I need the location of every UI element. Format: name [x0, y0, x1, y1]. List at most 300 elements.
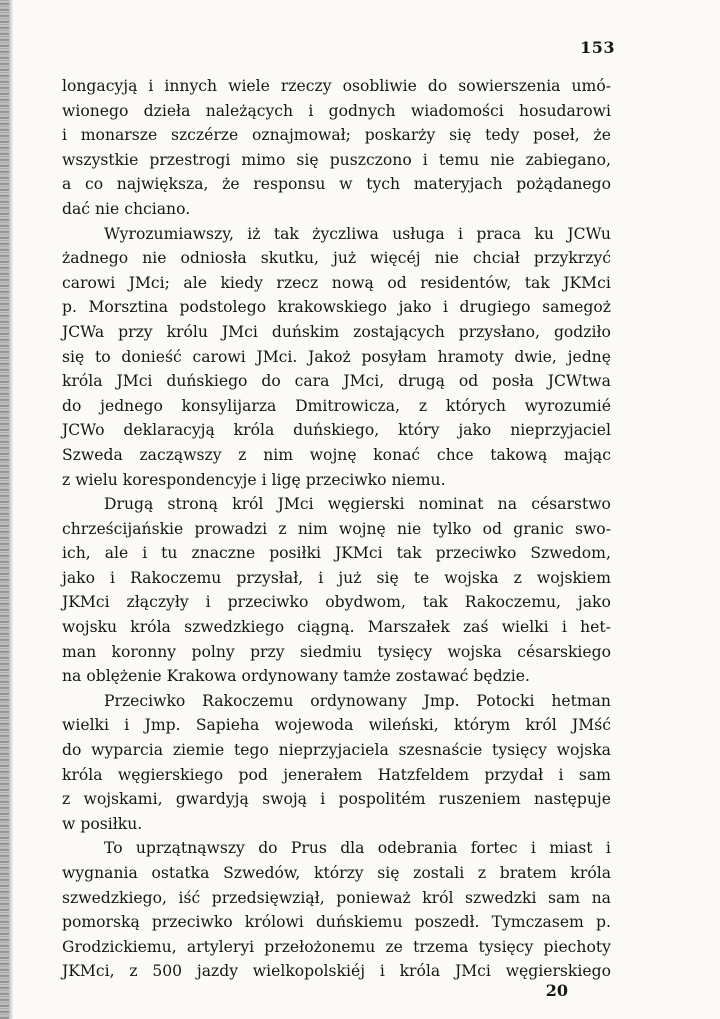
word: największa,	[116, 175, 209, 194]
word: i	[422, 150, 428, 169]
word: rzecz	[276, 273, 319, 292]
word: tych	[366, 175, 401, 194]
word: praca	[476, 224, 522, 243]
word: sam	[547, 888, 581, 907]
word: poszedł.	[414, 913, 480, 932]
word: już	[333, 249, 357, 268]
text-line	[62, 369, 611, 394]
word: chce	[436, 445, 474, 464]
word: tysięcy	[478, 937, 534, 956]
word: zacząwszy	[139, 445, 222, 464]
word: cara	[294, 372, 330, 391]
word: w	[62, 814, 76, 833]
text-line	[62, 443, 611, 468]
word: rzeczy	[280, 77, 332, 95]
word: z	[513, 568, 522, 587]
word: wiadomości	[410, 101, 504, 120]
word: przysłał,	[236, 568, 304, 587]
word: gwardyją	[175, 790, 249, 809]
word: przykrzyć	[533, 249, 611, 268]
text-line	[62, 910, 611, 935]
word: zostawać	[395, 667, 469, 686]
word: szwedzkiego,	[62, 888, 167, 907]
word: to	[94, 347, 111, 366]
word: król	[525, 716, 557, 735]
word: przestrogi	[149, 150, 231, 169]
word: usługa	[392, 224, 445, 243]
word: duńskiemu	[315, 913, 403, 932]
word: ku	[534, 224, 554, 243]
word: wielki	[501, 618, 549, 637]
word: że	[222, 175, 240, 194]
word: wiele	[228, 77, 270, 95]
word: królowi	[244, 913, 304, 932]
word: duńskiego,	[293, 421, 380, 440]
word: szwedzkiego	[184, 618, 285, 637]
word: Wyrozumiawszy,	[104, 224, 234, 243]
word: deklaracyją	[123, 421, 215, 440]
word: i	[457, 224, 463, 243]
word: tak	[524, 273, 550, 292]
word: wojska	[444, 568, 499, 587]
word: ordynowany	[241, 667, 339, 686]
word: koronny	[111, 642, 177, 661]
word: tak	[422, 593, 448, 612]
text-line	[62, 320, 611, 345]
word: godnych	[328, 101, 396, 120]
word: JKMci	[563, 273, 611, 292]
word: i	[318, 568, 324, 587]
page-number: 153	[580, 38, 615, 57]
word: polny	[191, 642, 235, 661]
word: residentów,	[420, 273, 512, 292]
word: Marszałek	[367, 618, 450, 637]
text-line	[62, 271, 611, 296]
word: chciał	[472, 249, 520, 268]
word: z	[129, 962, 138, 981]
word: duńskim	[271, 322, 340, 341]
word: który	[398, 421, 440, 440]
word: Dmitrowicza,	[295, 396, 401, 415]
word: piechoty	[543, 937, 611, 956]
word: wojewoda	[274, 716, 354, 735]
word: na	[591, 888, 611, 907]
word: JMść	[572, 716, 611, 735]
word: hramoty	[437, 347, 504, 366]
word: posiłku.	[80, 814, 143, 833]
word: należących	[205, 101, 294, 120]
word: oznajmował;	[252, 126, 351, 145]
text-line	[62, 590, 611, 615]
word: jednę	[567, 347, 611, 366]
word: wileński,	[368, 716, 439, 735]
word: Hatzfeldem	[377, 765, 470, 784]
text-line	[62, 418, 611, 443]
word: wojskami,	[83, 790, 163, 809]
word: przydał	[484, 765, 544, 784]
text-line	[62, 836, 611, 861]
word: przedsięwziął,	[211, 888, 325, 907]
word: nieprzyjaciela	[278, 741, 389, 760]
word: na	[62, 667, 82, 686]
word: ordynowany	[310, 691, 407, 710]
word: wszystkie	[62, 150, 139, 169]
word: i	[443, 298, 449, 317]
word: iść	[178, 888, 201, 907]
word: korespondencyje	[122, 470, 257, 489]
word: posła	[492, 372, 534, 391]
word: kiedy	[220, 273, 263, 292]
word: przeciwko	[435, 544, 517, 563]
word: wyrozumié	[524, 396, 611, 415]
word: wojsku	[62, 618, 118, 637]
word: To	[104, 839, 123, 858]
word: godziło	[553, 322, 611, 341]
word: a	[62, 175, 72, 194]
text-line	[62, 74, 611, 99]
word: nieprzyjaciel	[510, 421, 611, 440]
text-line	[62, 394, 611, 419]
text-line	[62, 640, 611, 665]
word: z	[238, 445, 247, 464]
word: tamże	[343, 667, 391, 686]
word: króla	[62, 765, 103, 784]
word: którzy	[314, 864, 364, 882]
text-line	[62, 148, 611, 173]
word: césarskiego	[517, 642, 611, 661]
text-line	[62, 812, 611, 837]
word: na	[497, 495, 518, 514]
word: się	[376, 568, 399, 587]
word: wojskiem	[536, 568, 611, 587]
word: i	[530, 839, 536, 858]
text-line	[62, 172, 611, 197]
word: te	[413, 568, 430, 587]
word: jednego	[100, 396, 163, 415]
word: chrześcijańskie	[62, 519, 184, 538]
word: JMci	[116, 372, 153, 391]
word: ostatka	[151, 864, 210, 882]
word: co	[84, 175, 104, 194]
word: samegoż	[542, 298, 611, 317]
word: sowierszenia	[458, 77, 561, 95]
word: césarstwo	[531, 495, 611, 514]
word: tak	[273, 224, 299, 243]
word: króla	[233, 421, 275, 440]
word: przełożonemu	[264, 937, 376, 956]
word: do	[258, 839, 278, 858]
word: ziemie	[172, 741, 225, 760]
word: wojnę	[309, 445, 357, 464]
word: których	[445, 396, 506, 415]
word: stroną	[167, 495, 218, 514]
text-line	[62, 99, 611, 124]
text-line	[62, 763, 611, 788]
word: pożądanego	[516, 175, 611, 194]
word: że	[593, 126, 611, 145]
text-line	[62, 787, 611, 812]
word: tak	[396, 544, 422, 563]
text-line	[62, 738, 611, 763]
word: dwie,	[514, 347, 557, 366]
word: takową	[490, 445, 548, 464]
word: ich,	[62, 544, 91, 563]
word: wygnania	[62, 864, 138, 882]
word: Jakoż	[308, 347, 351, 366]
word: Prus	[290, 839, 327, 858]
word: JMci,	[343, 372, 385, 391]
word: węgierski	[327, 495, 405, 514]
word: jako	[62, 568, 95, 587]
word: odniosła	[180, 249, 247, 268]
word: Szweda	[62, 445, 123, 464]
word: JMci	[221, 322, 258, 341]
word: węgierskiego	[117, 765, 224, 784]
word: jako	[577, 593, 611, 612]
text-line	[62, 689, 611, 714]
word: niemu.	[391, 470, 446, 489]
word: jenerałem	[283, 765, 363, 784]
word: poskarży	[364, 126, 436, 145]
word: i	[62, 126, 67, 145]
word: JCWtwa	[547, 372, 611, 391]
word: przeciwko	[305, 470, 387, 489]
text-line	[62, 246, 611, 271]
word: JCWa	[62, 322, 105, 341]
word: zabiegano,	[525, 150, 611, 169]
word: do	[62, 741, 82, 760]
word: poseł,	[533, 126, 580, 145]
word: posiłki	[269, 544, 322, 563]
word: hosudarowi	[519, 101, 611, 120]
word: donieść	[121, 347, 182, 366]
word: króla	[62, 372, 103, 391]
word: szczérze	[170, 126, 239, 145]
word: konać	[373, 445, 421, 464]
word: uprzątnąwszy	[135, 839, 245, 858]
word: carowi	[62, 273, 116, 292]
word: król	[422, 888, 454, 907]
word: duńskiego	[166, 372, 248, 391]
word: i	[561, 618, 567, 637]
word: wionego	[62, 101, 129, 120]
word: JKMci	[62, 593, 110, 612]
word: od	[387, 273, 407, 292]
word: króla	[570, 864, 611, 882]
word: wielu	[75, 470, 118, 489]
word: ale	[183, 273, 207, 292]
word: granic	[513, 519, 564, 538]
word: zaś	[462, 618, 489, 637]
word: więcéj	[370, 249, 421, 268]
word: trzema	[413, 937, 469, 956]
scan-binding-shadow	[9, 0, 13, 1019]
text-line	[62, 492, 611, 517]
text-line	[62, 566, 611, 591]
word: i	[205, 593, 211, 612]
word: fortec	[470, 839, 518, 858]
word: konsylijarza	[181, 396, 277, 415]
scan-binding-edge	[0, 0, 9, 1019]
text-line	[62, 861, 611, 886]
word: żadnego	[62, 249, 129, 268]
word: przeciwko	[227, 593, 309, 612]
word: umó-	[571, 77, 611, 95]
text-line	[62, 664, 611, 689]
word: Sapieha	[195, 716, 260, 735]
signature-mark: 20	[545, 981, 568, 1000]
word: Potocki	[476, 691, 535, 710]
text-line	[62, 713, 611, 738]
word: króla	[399, 962, 441, 981]
word: JCWu	[567, 224, 611, 243]
word: tego	[234, 741, 269, 760]
word: tysięcy	[492, 741, 547, 760]
word: nie	[396, 519, 422, 538]
word: z	[278, 519, 287, 538]
text-line	[62, 935, 611, 960]
word: złączyły	[126, 593, 189, 612]
word: i	[110, 568, 116, 587]
word: Krakowa	[166, 667, 237, 686]
word: przeciwko	[151, 913, 233, 932]
body-text	[62, 74, 611, 984]
word: zostających	[353, 322, 445, 341]
word: od	[482, 519, 502, 538]
word: pospolitém	[338, 790, 426, 809]
word: wojska	[447, 642, 502, 661]
word: JCWo	[62, 421, 105, 440]
word: Morsztina	[88, 298, 169, 317]
text-line	[62, 468, 611, 493]
word: się	[296, 150, 319, 169]
word: Jmp.	[144, 716, 181, 735]
text-line	[62, 959, 611, 984]
word: bratem	[499, 864, 557, 882]
word: Jmp.	[423, 691, 460, 710]
word: obydwom,	[325, 593, 406, 612]
word: nim	[297, 519, 328, 538]
word: się	[377, 864, 400, 882]
word: ponieważ	[336, 888, 411, 907]
word: pod	[238, 765, 268, 784]
word: będzie.	[473, 667, 530, 686]
word: drugą	[398, 372, 445, 391]
word: nie	[95, 199, 120, 218]
word: het-	[580, 618, 611, 637]
word: JMci	[277, 495, 314, 514]
word: iż	[247, 224, 261, 243]
word: dzieła	[143, 101, 191, 120]
word: z	[477, 864, 487, 882]
word: dać	[62, 199, 91, 218]
word: do	[62, 396, 82, 415]
word: którym	[454, 716, 511, 735]
word: drugiego	[459, 298, 531, 317]
word: nową	[331, 273, 374, 292]
word: podstolego	[179, 298, 267, 317]
word: nie	[490, 150, 515, 169]
word: mając	[564, 445, 611, 464]
word: JKMci	[335, 544, 383, 563]
text-line	[62, 345, 611, 370]
word: króla	[130, 618, 171, 637]
word: Szwedom,	[530, 544, 611, 563]
word: longacyją	[62, 77, 138, 95]
word: Przeciwko	[104, 691, 186, 710]
word: tylko	[432, 519, 472, 538]
word: sam	[578, 765, 611, 784]
text-line	[62, 295, 611, 320]
word: siedmiu	[299, 642, 362, 661]
word: i	[261, 470, 267, 489]
word: p.	[62, 298, 77, 317]
word: jazdy	[196, 962, 239, 981]
word: do	[427, 77, 448, 95]
text-line	[62, 123, 611, 148]
word: carowi	[192, 347, 246, 366]
word: Rakoczemu	[130, 568, 222, 587]
text-line	[62, 886, 611, 911]
word: i	[379, 962, 385, 981]
word: JMci	[454, 962, 491, 981]
word: ze	[385, 937, 403, 956]
word: krakowskiego	[277, 298, 388, 317]
word: tysięcy	[377, 642, 433, 661]
word: i	[148, 77, 154, 95]
word: już	[338, 568, 362, 587]
word: się	[449, 126, 472, 145]
word: nie	[142, 249, 167, 268]
text-line	[62, 615, 611, 640]
word: wielki	[62, 716, 109, 735]
word: i	[605, 839, 611, 858]
word: z	[62, 790, 71, 809]
word: Szwedów,	[223, 864, 301, 882]
word: skutku,	[260, 249, 319, 268]
word: mimo	[241, 150, 286, 169]
word: wojnę	[338, 519, 386, 538]
word: swoją	[262, 790, 307, 809]
word: się	[62, 347, 85, 366]
word: p.	[595, 913, 611, 932]
word: od	[458, 372, 479, 391]
word: temu	[438, 150, 480, 169]
word: nominat	[418, 495, 484, 514]
word: monarsze	[80, 126, 158, 145]
word: Drugą	[104, 495, 154, 514]
text-line	[62, 197, 611, 222]
word: chciano.	[124, 199, 191, 218]
word: JMci.	[256, 347, 298, 366]
word: przy	[250, 642, 285, 661]
word: nim	[263, 445, 294, 464]
word: i	[124, 716, 130, 735]
word: swo-	[574, 519, 611, 538]
word: innych	[164, 77, 218, 95]
word: następuje	[534, 790, 611, 809]
word: węgierskiego	[505, 962, 611, 981]
text-line	[62, 222, 611, 247]
word: wielkopolskiéj	[252, 962, 366, 981]
word: Tymczasem	[491, 913, 584, 932]
word: ruszeniem	[438, 790, 521, 809]
word: man	[62, 642, 97, 661]
word: prowadzi	[194, 519, 268, 538]
word: 500	[152, 962, 183, 981]
word: puszczono	[329, 150, 412, 169]
word: zostali	[413, 864, 465, 882]
